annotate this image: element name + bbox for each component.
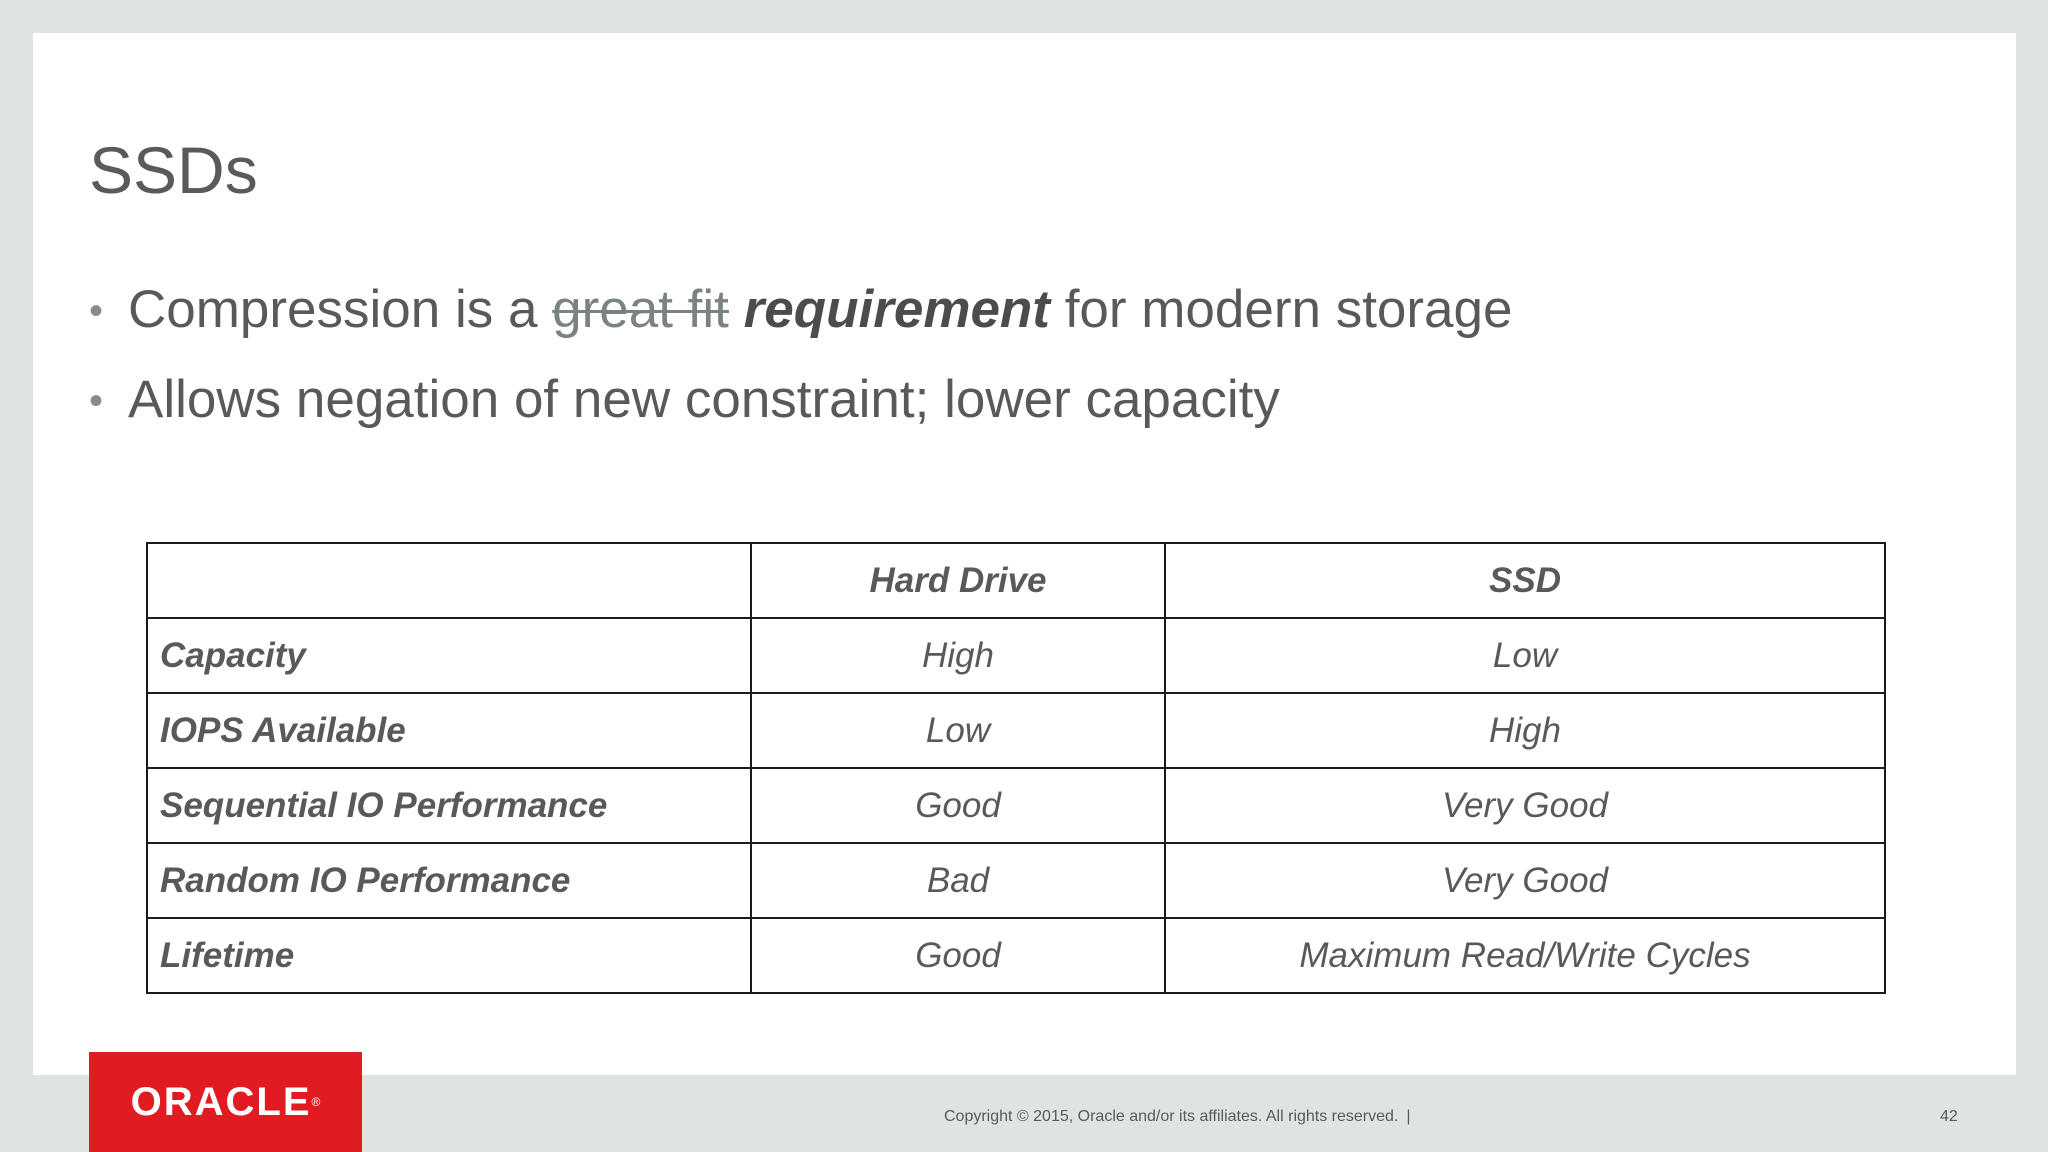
- slide-title: SSDs: [89, 133, 258, 207]
- emphasis-text: requirement: [743, 280, 1050, 339]
- copyright-text: Copyright © 2015, Oracle and/or its affiliates. All rights reserved.: [944, 1108, 1399, 1125]
- registered-mark: ®: [311, 1095, 321, 1109]
- bullet-item-compression: [89, 280, 1513, 373]
- row-label: IOPS Available: [147, 693, 751, 768]
- row-label: Sequential IO Performance: [147, 768, 751, 843]
- cell-ssd: Maximum Read/Write Cycles: [1165, 918, 1885, 993]
- footer-separator: |: [1406, 1108, 1411, 1125]
- table-row: [147, 693, 1885, 768]
- bullet-text-suffix: for modern storage: [1049, 280, 1513, 339]
- cell-ssd: Low: [1165, 618, 1885, 693]
- table-row: [147, 618, 1885, 693]
- cell-hard-drive: Good: [751, 768, 1165, 843]
- slide-canvas: [33, 33, 2016, 1075]
- bullet-list: [89, 280, 1513, 463]
- header-cell-empty: [147, 543, 751, 618]
- page-number: 42: [1940, 1108, 1958, 1125]
- cell-ssd: Very Good: [1165, 843, 1885, 918]
- comparison-table: [146, 542, 1886, 994]
- row-label: Lifetime: [147, 918, 751, 993]
- cell-hard-drive: Bad: [751, 843, 1165, 918]
- table-row: [147, 843, 1885, 918]
- cell-ssd: High: [1165, 693, 1885, 768]
- footer-copyright: [944, 1108, 1411, 1126]
- header-cell-ssd: SSD: [1165, 543, 1885, 618]
- cell-hard-drive: Low: [751, 693, 1165, 768]
- cell-hard-drive: High: [751, 618, 1165, 693]
- bullet-text: Allows negation of new constraint; lower capacity: [128, 370, 1280, 429]
- row-label: Random IO Performance: [147, 843, 751, 918]
- struck-text: great fit: [552, 280, 729, 339]
- bullet-dot-icon: •: [89, 379, 104, 423]
- bullet-dot-icon: •: [89, 289, 104, 333]
- table-row: [147, 918, 1885, 993]
- cell-hard-drive: Good: [751, 918, 1165, 993]
- bullet-text-prefix: Compression is a: [128, 280, 553, 339]
- table-header-row: [147, 543, 1885, 618]
- row-label: Capacity: [147, 618, 751, 693]
- bullet-item-negation: [89, 370, 1512, 463]
- oracle-logo: [89, 1052, 362, 1152]
- cell-ssd: Very Good: [1165, 768, 1885, 843]
- logo-wordmark: ORACLE: [130, 1079, 312, 1124]
- header-cell-hard-drive: Hard Drive: [751, 543, 1165, 618]
- table-row: [147, 768, 1885, 843]
